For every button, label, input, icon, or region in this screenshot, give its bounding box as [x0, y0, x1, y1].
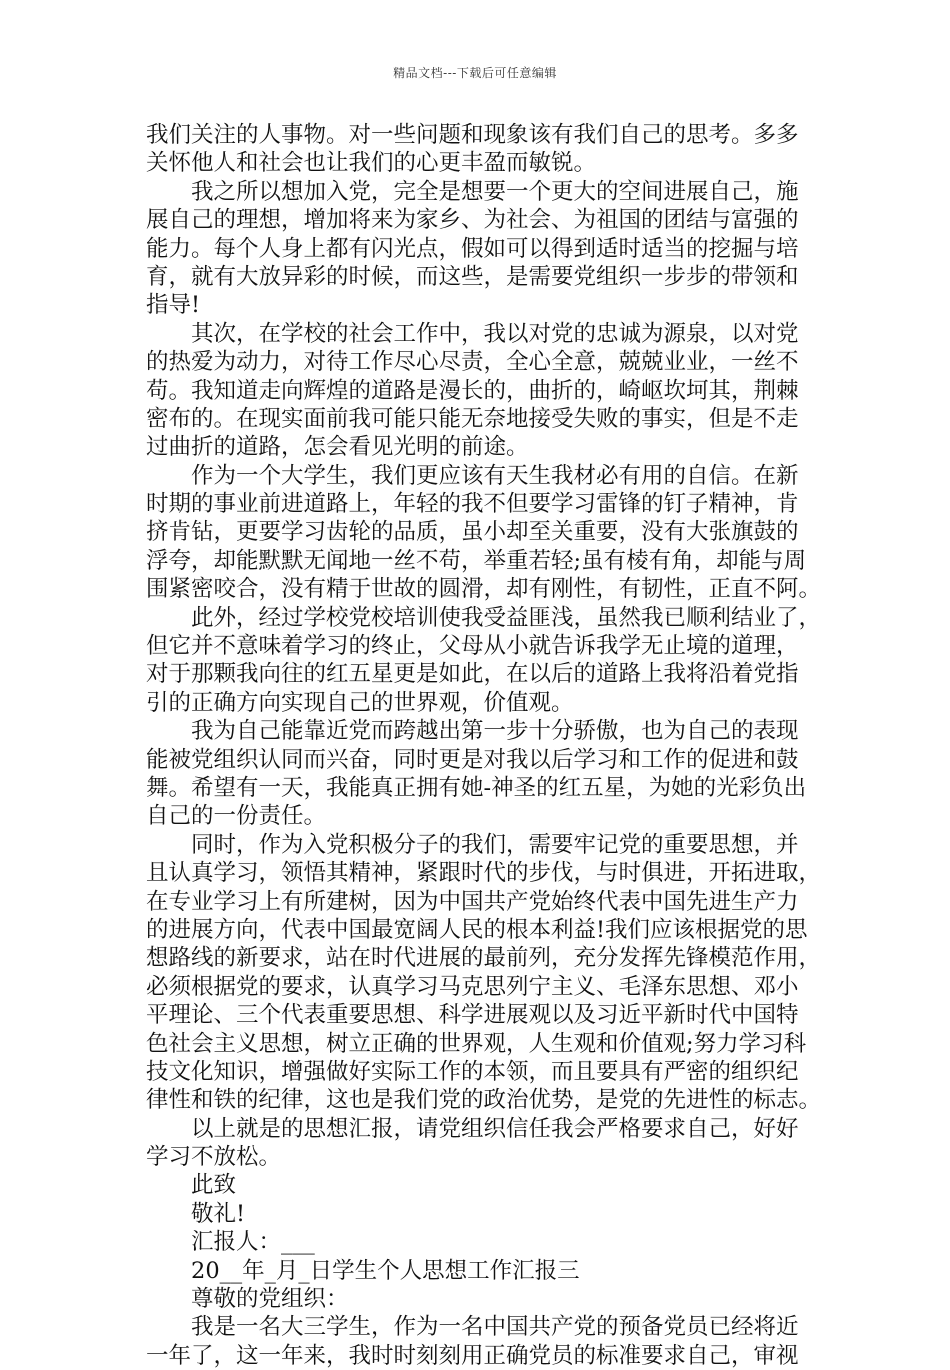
- text-line: 技文化知识，增强做好实际工作的本领，而且要具有严密的组织纪: [146, 1058, 799, 1085]
- text-line: 我之所以想加入党，完全是想要一个更大的空间进展自己，施: [191, 178, 799, 205]
- text-line: 一年了，这一年来，我时时刻刻用正确党员的标准要求自己，审视: [146, 1342, 799, 1369]
- text-line: 且认真学习，领悟其精神，紧跟时代的步伐，与时俱进，开拓进取，: [146, 860, 822, 887]
- text-line: 以上就是的思想汇报，请党组织信任我会严格要求自己，好好: [191, 1115, 799, 1142]
- text-line: 我是一名大三学生，作为一名中国共产党的预备党员已经将近: [191, 1314, 799, 1341]
- text-line: 20__年_月_日学生个人思想工作汇报三: [191, 1257, 580, 1284]
- text-line: 自己的一份责任。: [146, 803, 327, 830]
- text-line: 作为一个大学生，我们更应该有天生我材必有用的自信。在新: [191, 462, 799, 489]
- text-line: 展自己的理想，增加将来为家乡、为社会、为祖国的团结与富强的: [146, 207, 799, 234]
- text-line: 挤肯钻，更要学习齿轮的品质，虽小却至关重要，没有大张旗鼓的: [146, 519, 799, 546]
- text-line: 律性和铁的纪律，这也是我们党的政治优势，是党的先进性的标志。: [146, 1087, 822, 1114]
- text-line: 的进展方向，代表中国最宽阔人民的根本利益!我们应该根据党的思: [146, 916, 808, 943]
- text-line: 苟。我知道走向辉煌的道路是漫长的，曲折的，崎岖坎坷其，荆棘: [146, 377, 799, 404]
- text-line: 平理论、三个代表重要思想、科学进展观以及习近平新时代中国特: [146, 1002, 799, 1029]
- text-line: 育，就有大放异彩的时候，而这些，是需要党组织一步步的带领和: [146, 263, 799, 290]
- text-line: 能被党组织认同而兴奋，同时更是对我以后学习和工作的促进和鼓: [146, 746, 799, 773]
- page-header: 精品文档---下载后可任意编辑: [393, 66, 557, 80]
- text-line: 此外，经过学校党校培训使我受益匪浅，虽然我已顺利结业了，: [191, 604, 822, 631]
- text-line: 色社会主义思想，树立正确的世界观，人生观和价值观;努力学习科: [146, 1030, 807, 1057]
- text-line: 必须根据党的要求，认真学习马克思列宁主义、毛泽东思想、邓小: [146, 973, 799, 1000]
- text-line: 其次，在学校的社会工作中，我以对党的忠诚为源泉，以对党: [191, 320, 799, 347]
- text-line: 密布的。在现实面前我可能只能无奈地接受失败的事实，但是不走: [146, 405, 799, 432]
- text-line: 学习不放松。: [146, 1144, 282, 1171]
- text-line: 能力。每个人身上都有闪光点，假如可以得到适时适当的挖掘与培: [146, 235, 799, 262]
- text-line: 关怀他人和社会也让我们的心更丰盈而敏锐。: [146, 150, 597, 177]
- text-line: 在专业学习上有所建树，因为中国共产党始终代表中国先进生产力: [146, 888, 799, 915]
- text-line: 同时，作为入党积极分子的我们，需要牢记党的重要思想，并: [191, 831, 799, 858]
- document-body: [146, 121, 822, 1370]
- text-line: 我为自己能靠近党而跨越出第一步十分骄傲，也为自己的表现: [191, 718, 799, 745]
- text-line: 此致: [191, 1172, 237, 1199]
- text-line: 敬礼!: [191, 1200, 246, 1227]
- text-line: 指导!: [146, 292, 201, 319]
- text-line: 过曲折的道路，怎会看见光明的前途。: [146, 434, 529, 461]
- text-line: 但它并不意味着学习的终止，父母从小就告诉我学无止境的道理，: [146, 633, 799, 660]
- text-line: 想路线的新要求，站在时代进展的最前列，充分发挥先锋模范作用，: [146, 945, 822, 972]
- text-line: 尊敬的党组织：: [191, 1286, 349, 1313]
- text-line: 引的正确方向实现自己的世界观，价值观。: [146, 689, 574, 716]
- text-line: 舞。希望有一天，我能真正拥有她-神圣的红五星，为她的光彩负出: [146, 774, 807, 801]
- text-line: 时期的事业前进道路上，年轻的我不但要学习雷锋的钉子精神，肯: [146, 491, 799, 518]
- text-line: 对于那颗我向往的红五星更是如此，在以后的道路上我将沿着党指: [146, 661, 799, 688]
- text-line: 浮夸，却能默默无闻地一丝不苟，举重若轻;虽有棱有角，却能与周: [146, 547, 807, 574]
- text-line: 的热爱为动力，对待工作尽心尽责，全心全意，兢兢业业，一丝不: [146, 349, 799, 376]
- text-line: 围紧密咬合，没有精于世故的圆滑，却有刚性，有韧性，正直不阿。: [146, 576, 822, 603]
- text-line: 我们关注的人事物。对一些问题和现象该有我们自己的思考。多多: [146, 122, 799, 148]
- text-line: 汇报人：___: [191, 1229, 315, 1256]
